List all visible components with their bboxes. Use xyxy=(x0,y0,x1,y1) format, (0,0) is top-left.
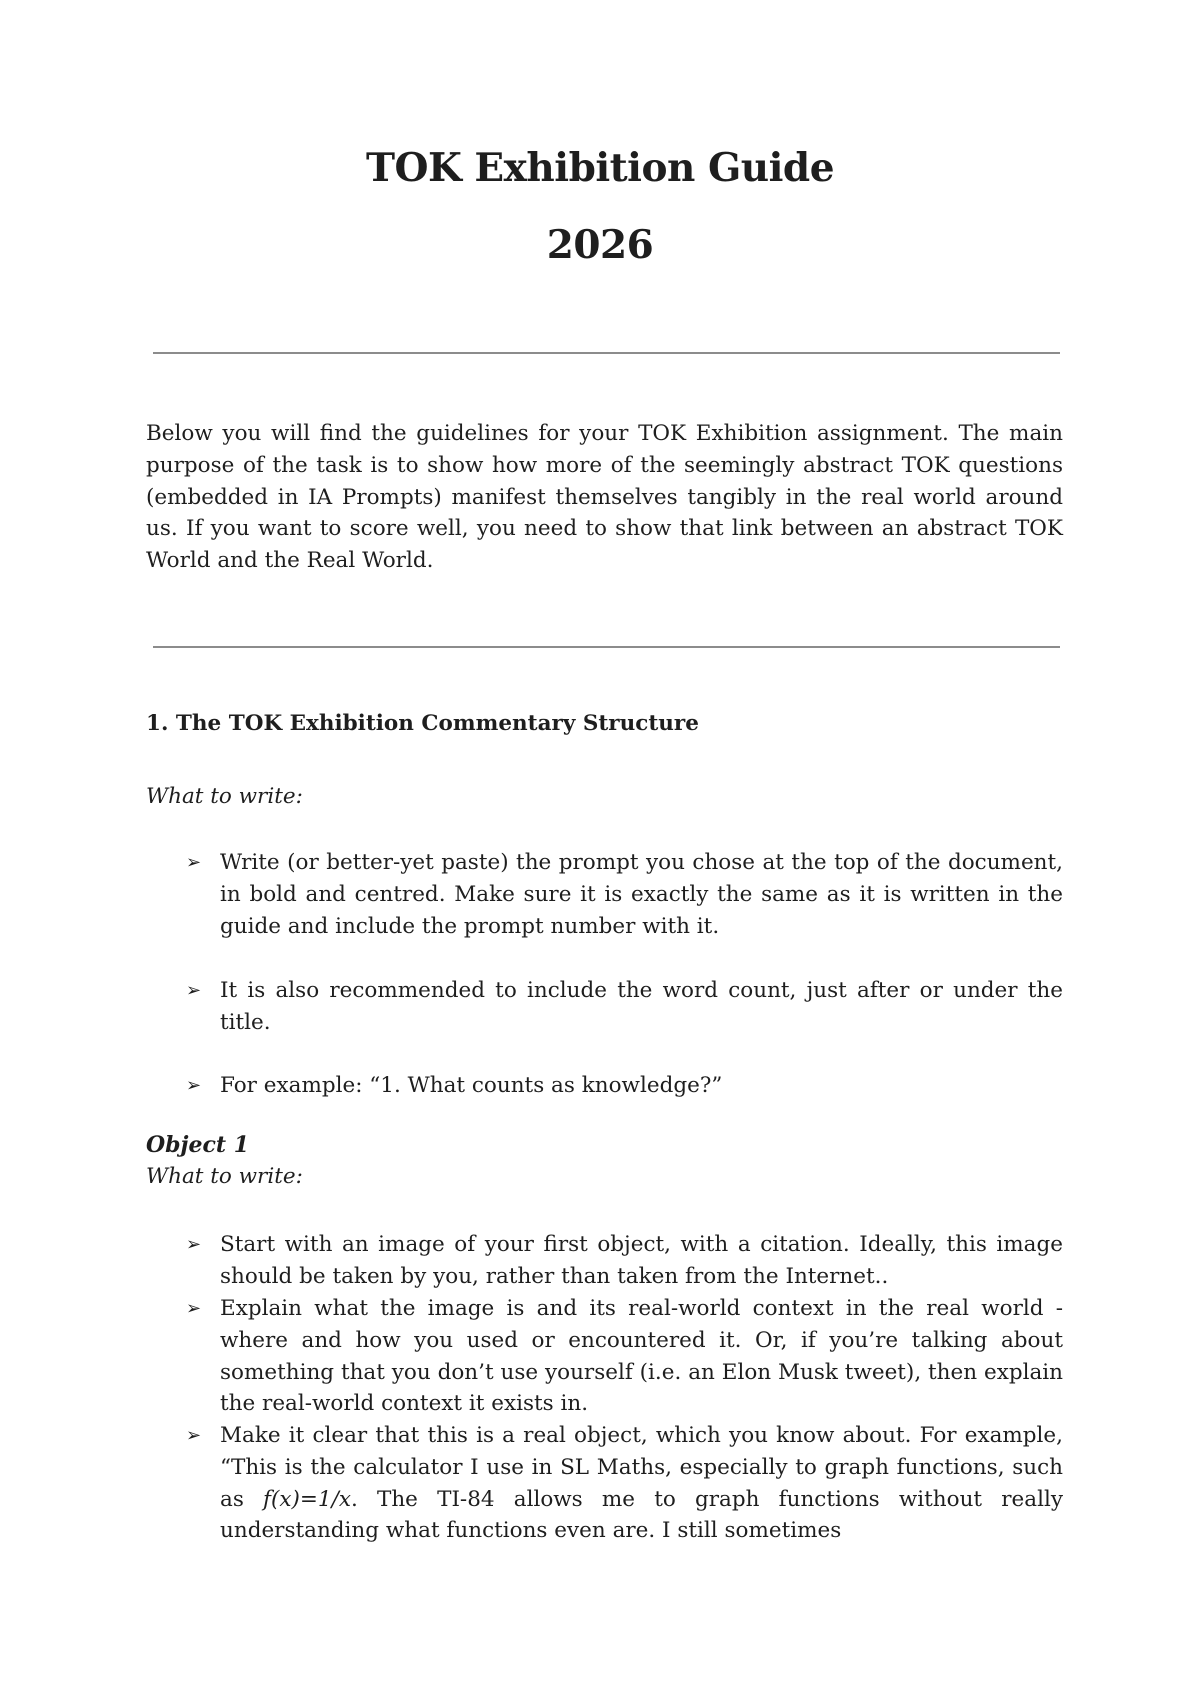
arrow-bullet-icon: ➢ xyxy=(186,980,202,1001)
what-to-write-label: What to write: xyxy=(146,1164,303,1189)
object-heading: Object 1 xyxy=(146,1132,250,1158)
what-to-write-label: What to write: xyxy=(146,784,303,809)
list-item-text-part: . The TI-84 allows me to graph functions without really understanding what functions even are. I still sometimes xyxy=(220,1486,1063,1544)
list-item xyxy=(186,1229,1063,1293)
section-heading: 1. The TOK Exhibition Commentary Structure xyxy=(146,711,699,736)
arrow-bullet-icon: ➢ xyxy=(186,1234,202,1255)
horizontal-divider xyxy=(153,352,1060,354)
formula: f(x)=1/x xyxy=(263,1486,351,1512)
list-item-text: Start with an image of your first object, with a citation. Ideally, this image should be taken by you, rather than taken from the Internet.. xyxy=(220,1232,1063,1289)
document-year: 2026 xyxy=(546,222,654,268)
list-item-text xyxy=(220,1420,1063,1547)
horizontal-divider xyxy=(153,646,1060,648)
list-item-text: For example: “1. What counts as knowledge?” xyxy=(220,1073,723,1098)
arrow-bullet-icon: ➢ xyxy=(186,1298,202,1319)
list-item-text: Explain what the image is and its real-world context in the real world - where and how you used or encountered it. Or, if you’re talking about something that you don’t use yourself (i.e. an Elon Musk tweet), then explain the real-world context it exists in. xyxy=(220,1296,1063,1417)
list-item xyxy=(186,1420,1063,1547)
arrow-bullet-icon: ➢ xyxy=(186,1075,202,1096)
list-item xyxy=(186,847,1063,942)
list-item-text: Write (or better-yet paste) the prompt you chose at the top of the document, in bold and centred. Make sure it is exactly the same as it is written in the guide and include the prompt number with it. xyxy=(220,850,1063,939)
arrow-bullet-icon: ➢ xyxy=(186,1425,202,1446)
list-item-text: It is also recommended to include the word count, just after or under the title. xyxy=(220,978,1063,1035)
document-title: TOK Exhibition Guide xyxy=(365,145,835,191)
arrow-bullet-icon: ➢ xyxy=(186,852,202,873)
list-item xyxy=(186,1293,1063,1420)
list-item-text-part: Make it clear that this is a real object, which you know about. For example, “This is the calculator I use in SL Maths, especially to graph functions, such as xyxy=(220,1423,1063,1512)
list-item xyxy=(186,975,1063,1039)
list-item xyxy=(186,1070,1063,1102)
intro-paragraph: Below you will find the guidelines for your TOK Exhibition assignment. The main purpose of the task is to show how more of the seemingly abstract TOK questions (embedded in IA Prompts) manifest themselves tangibly in the real world around us. If you want to score well, you need to show that link between an abstract TOK World and the Real World. xyxy=(146,421,1063,574)
